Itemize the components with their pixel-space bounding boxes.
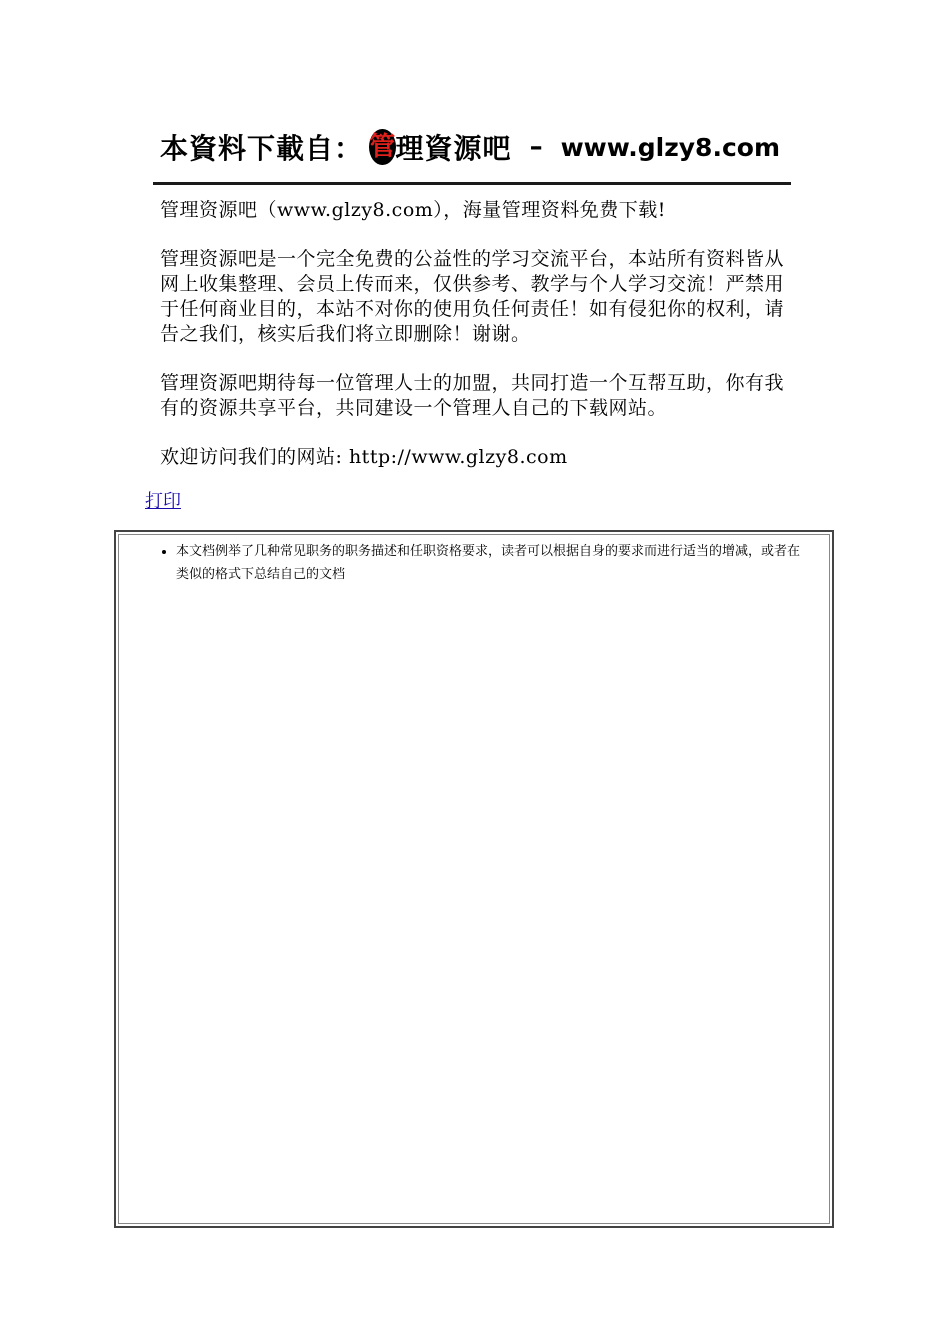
intro-paragraph-4: 欢迎访问我们的网站: http://www.glzy8.com <box>160 446 568 468</box>
intro-paragraph-2: 管理资源吧是一个完全免费的公益性的学习交流平台，本站所有资料皆从网上收集整理、会员上传而来，仅供参考、教学与个人学习交流！严禁用于任何商业目的，本站不对你的使用负任何责任！如有侵犯你的权利，请告之我们，核实后我们将立即删除！谢谢。 <box>160 248 785 345</box>
intro-paragraph-3: 管理资源吧期待每一位管理人士的加盟，共同打造一个互帮互助，你有我有的资源共享平台，共同建设一个管理人自己的下载网站。 <box>160 372 785 419</box>
intro-line-1: 管理资源吧（www.glzy8.com），海量管理资料免费下载! <box>160 199 666 221</box>
banner-dash: – <box>529 132 543 162</box>
site-banner <box>160 122 780 172</box>
header-divider <box>153 182 791 185</box>
document-bullet-item: • 本文档例举了几种常见职务的职务描述和任职资格要求，读者可以根据自身的要求而进行适当的增减，或者在类似的格式下总结自己的文档 <box>176 540 812 586</box>
intro-text <box>160 198 800 494</box>
banner-prefix: 本資料下載自： <box>160 132 364 165</box>
print-link[interactable]: 打印 <box>145 491 181 512</box>
banner-brand: 理資源吧 <box>395 132 512 165</box>
logo-badge-icon: 管 <box>369 129 396 165</box>
banner-url: www.glzy8.com <box>560 132 780 162</box>
document-content-box <box>114 530 834 1228</box>
document-bullet-list <box>116 532 832 586</box>
